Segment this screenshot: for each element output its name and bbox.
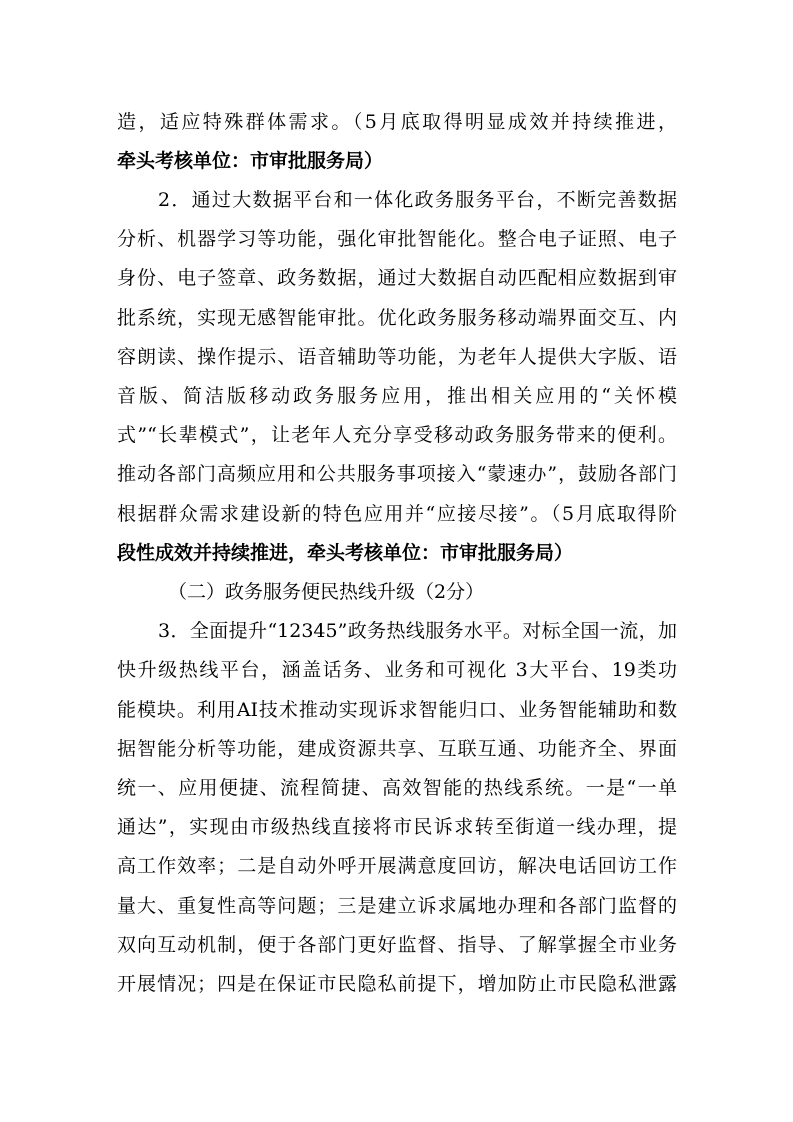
text-line-5: 身份、电子签章、政务数据，通过大数据自动匹配相应数据到审 <box>117 267 677 289</box>
text-line-6: 批系统，实现无感智能审批。优化政务服务移动端界面交互、内 <box>117 307 677 329</box>
text-line-1: 造，适应特殊群体需求。（5月底取得明显成效并持续推进， <box>117 111 677 133</box>
text-line-2: 牵头考核单位：市审批服务局） <box>117 150 384 172</box>
text-line-23: 开展情况；四是在保证市民隐私前提下，增加防止市民隐私泄露 <box>117 973 677 995</box>
text-line-22: 双向互动机制，便于各部门更好监督、指导、了解掌握全市业务 <box>117 934 677 956</box>
text-line-15: 快升级热线平台，涵盖话务、业务和可视化 3大平台、19类功 <box>117 659 677 681</box>
text-line-3: 2．通过大数据平台和一体化政务服务平台，不断完善数据 <box>158 189 677 211</box>
text-line-12: 段性成效并持续推进，牵头考核单位：市审批服务局） <box>117 542 574 564</box>
text-line-7: 容朗读、操作提示、语音辅助等功能，为老年人提供大字版、语 <box>117 346 677 368</box>
section-heading: （二）政务服务便民热线升级（2分） <box>168 581 485 603</box>
text-line-20: 高工作效率；二是自动外呼开展满意度回访，解决电话回访工作 <box>117 855 677 877</box>
text-line-4: 分析、机器学习等功能，强化审批智能化。整合电子证照、电子 <box>117 228 677 250</box>
text-line-8: 音版、简洁版移动政务服务应用，推出相关应用的“关怀模 <box>117 385 677 407</box>
text-line-19: 通达”，实现由市级热线直接将市民诉求转至街道一线办理，提 <box>117 816 677 838</box>
text-line-21: 量大、重复性高等问题；三是建立诉求属地办理和各部门监督的 <box>117 895 677 917</box>
text-line-9: 式”“长辈模式”，让老年人充分享受移动政务服务带来的便利。 <box>117 424 677 446</box>
text-line-18: 统一、应用便捷、流程简捷、高效智能的热线系统。一是“一单 <box>117 777 677 799</box>
text-line-17: 据智能分析等功能，建成资源共享、互联互通、功能齐全、界面 <box>117 738 677 760</box>
text-line-14: 3．全面提升“12345”政务热线服务水平。对标全国一流，加 <box>158 620 677 642</box>
text-line-16: 能模块。利用AI技术推动实现诉求智能归口、业务智能辅助和数 <box>117 699 677 721</box>
text-line-10: 推动各部门高频应用和公共服务事项接入“蒙速办”，鼓励各部门 <box>117 463 677 485</box>
text-line-11: 根据群众需求建设新的特色应用并“应接尽接”。（5月底取得阶 <box>117 503 677 525</box>
